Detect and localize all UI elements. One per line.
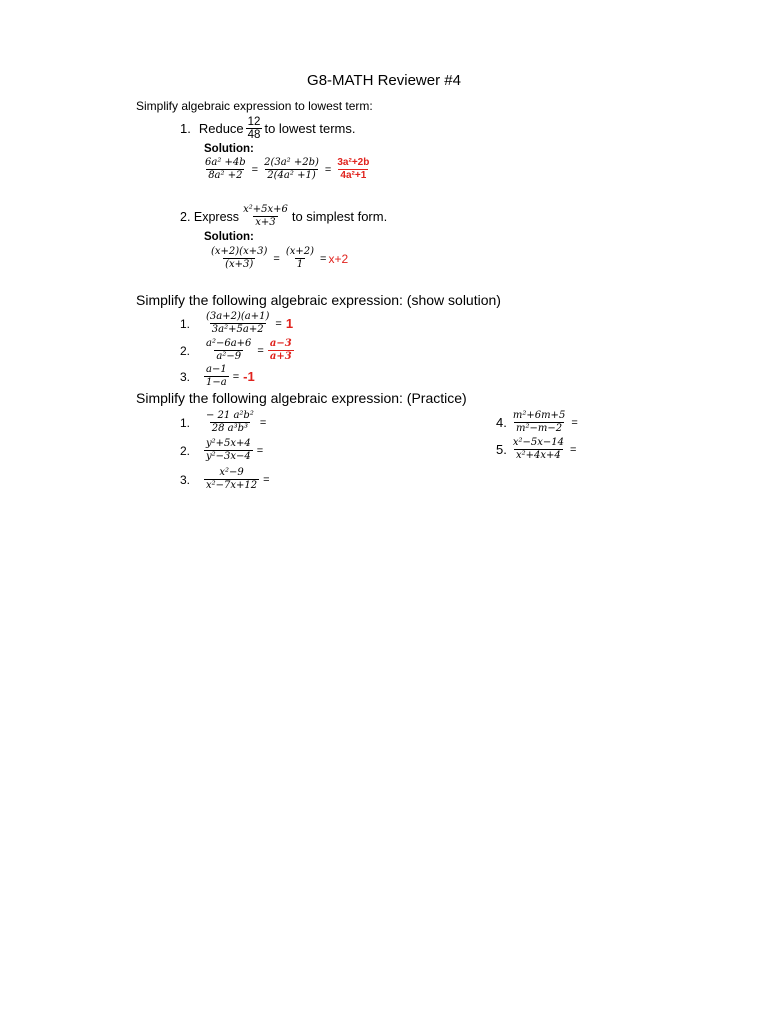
example-2-tail: to simplest form. bbox=[291, 209, 388, 224]
equals-sign: = bbox=[324, 163, 332, 176]
denominator: x+3 bbox=[255, 217, 276, 228]
page-title: G8-MATH Reviewer #4 bbox=[307, 72, 461, 89]
denominator: 48 bbox=[247, 129, 261, 141]
practice-item-3 bbox=[180, 467, 272, 492]
denominator: x²+4x+4 bbox=[516, 450, 561, 461]
item-fraction bbox=[204, 338, 253, 363]
numerator: x²−9 bbox=[219, 467, 244, 478]
numerator: 6a² +4b bbox=[205, 157, 246, 168]
denominator: 2(4a² +1) bbox=[267, 170, 316, 181]
equals-sign: = bbox=[273, 252, 280, 265]
practice-item-2 bbox=[180, 438, 265, 463]
equals-sign: = bbox=[275, 317, 282, 330]
item-fraction bbox=[204, 364, 229, 389]
equals-sign: = bbox=[320, 252, 327, 265]
practice-item-4 bbox=[496, 410, 580, 435]
numerator: (x+2) bbox=[285, 246, 314, 257]
item-fraction bbox=[204, 311, 271, 336]
example-2-label: 2. Express bbox=[180, 209, 240, 224]
numerator: (3a+2)(a+1) bbox=[206, 311, 270, 322]
solution-fraction-1 bbox=[209, 246, 269, 271]
solution-fraction-1 bbox=[203, 157, 248, 182]
numerator: x²+5x+6 bbox=[243, 204, 288, 215]
denominator: 1 bbox=[296, 259, 304, 270]
numerator: x²−5x−14 bbox=[512, 437, 564, 448]
item-number: 2. bbox=[180, 343, 191, 358]
practice-heading: Simplify the following algebraic expression: (Practice) bbox=[136, 390, 467, 406]
example-2-fraction bbox=[241, 204, 290, 229]
example-1-reduce: Reduce bbox=[198, 121, 244, 136]
item-answer: -1 bbox=[243, 369, 255, 384]
numerator: (x+2)(x+3) bbox=[211, 246, 268, 257]
example-2-solution-label: Solution: bbox=[204, 231, 254, 243]
item-number: 1. bbox=[180, 415, 191, 430]
equals-sign: = bbox=[251, 163, 259, 176]
numerator: − 21 a²b² bbox=[206, 410, 254, 421]
equals-sign: = bbox=[257, 344, 264, 357]
numerator: 2(3a² +2b) bbox=[264, 157, 319, 168]
item-fraction bbox=[204, 467, 259, 492]
item-number: 1. bbox=[180, 316, 191, 331]
numerator: 3a²+2b bbox=[337, 157, 370, 168]
denominator: a²−9 bbox=[216, 351, 242, 362]
example-1-fraction bbox=[246, 116, 263, 141]
numerator: a²−6a+6 bbox=[206, 338, 252, 349]
show-item-1 bbox=[180, 311, 293, 336]
example-1 bbox=[180, 116, 355, 141]
item-fraction bbox=[204, 410, 256, 435]
example-1-tail: to lowest terms. bbox=[264, 121, 356, 136]
equals-sign: = bbox=[569, 443, 577, 456]
example-1-solution bbox=[201, 157, 373, 182]
equals-sign: = bbox=[259, 416, 267, 429]
item-answer bbox=[268, 338, 294, 363]
show-item-3 bbox=[180, 364, 255, 389]
example-1-label: 1. bbox=[180, 121, 191, 136]
item-fraction bbox=[511, 410, 567, 435]
equals-sign: = bbox=[263, 473, 270, 486]
denominator: y²−3x−4 bbox=[206, 451, 251, 462]
practice-item-1 bbox=[180, 410, 268, 435]
item-fraction bbox=[511, 437, 566, 462]
item-number: 3. bbox=[180, 369, 191, 384]
denominator: m²−m−2 bbox=[516, 423, 563, 434]
item-fraction bbox=[204, 438, 253, 463]
equals-sign: = bbox=[256, 444, 264, 457]
item-number: 3. bbox=[180, 472, 191, 487]
intro-text: Simplify algebraic expression to lowest term: bbox=[136, 99, 373, 113]
denominator: a+3 bbox=[269, 351, 292, 362]
item-number: 5. bbox=[496, 442, 507, 457]
denominator: 3a²+5a+2 bbox=[211, 324, 264, 335]
numerator: y²+5x+4 bbox=[206, 438, 251, 449]
denominator: 1−a bbox=[206, 377, 227, 388]
item-number: 4. bbox=[496, 415, 507, 430]
practice-item-5 bbox=[496, 437, 578, 462]
denominator: 28 a³b³ bbox=[211, 423, 249, 434]
numerator: a−1 bbox=[206, 364, 227, 375]
show-item-2 bbox=[180, 338, 296, 363]
denominator: 4a²+1 bbox=[340, 170, 367, 181]
solution-fraction-2 bbox=[284, 246, 316, 271]
denominator: 8a² +2 bbox=[208, 170, 243, 181]
denominator: (x+3) bbox=[225, 259, 254, 270]
item-answer: 1 bbox=[285, 316, 294, 331]
denominator: x²−7x+12 bbox=[206, 480, 258, 491]
equals-sign: = bbox=[571, 416, 578, 429]
numerator: 12 bbox=[247, 116, 261, 128]
numerator: m²+6m+5 bbox=[512, 410, 566, 421]
example-2 bbox=[180, 204, 387, 229]
example-1-solution-label: Solution: bbox=[204, 143, 254, 155]
item-number: 2. bbox=[180, 443, 191, 458]
equals-sign: = bbox=[232, 370, 240, 383]
example-2-solution bbox=[207, 246, 348, 271]
solution-fraction-2 bbox=[262, 157, 321, 182]
solution-answer bbox=[335, 157, 371, 182]
numerator: a−3 bbox=[269, 338, 292, 349]
solution-answer: x+2 bbox=[328, 251, 349, 266]
show-solution-heading: Simplify the following algebraic expression: (show solution) bbox=[136, 292, 501, 308]
